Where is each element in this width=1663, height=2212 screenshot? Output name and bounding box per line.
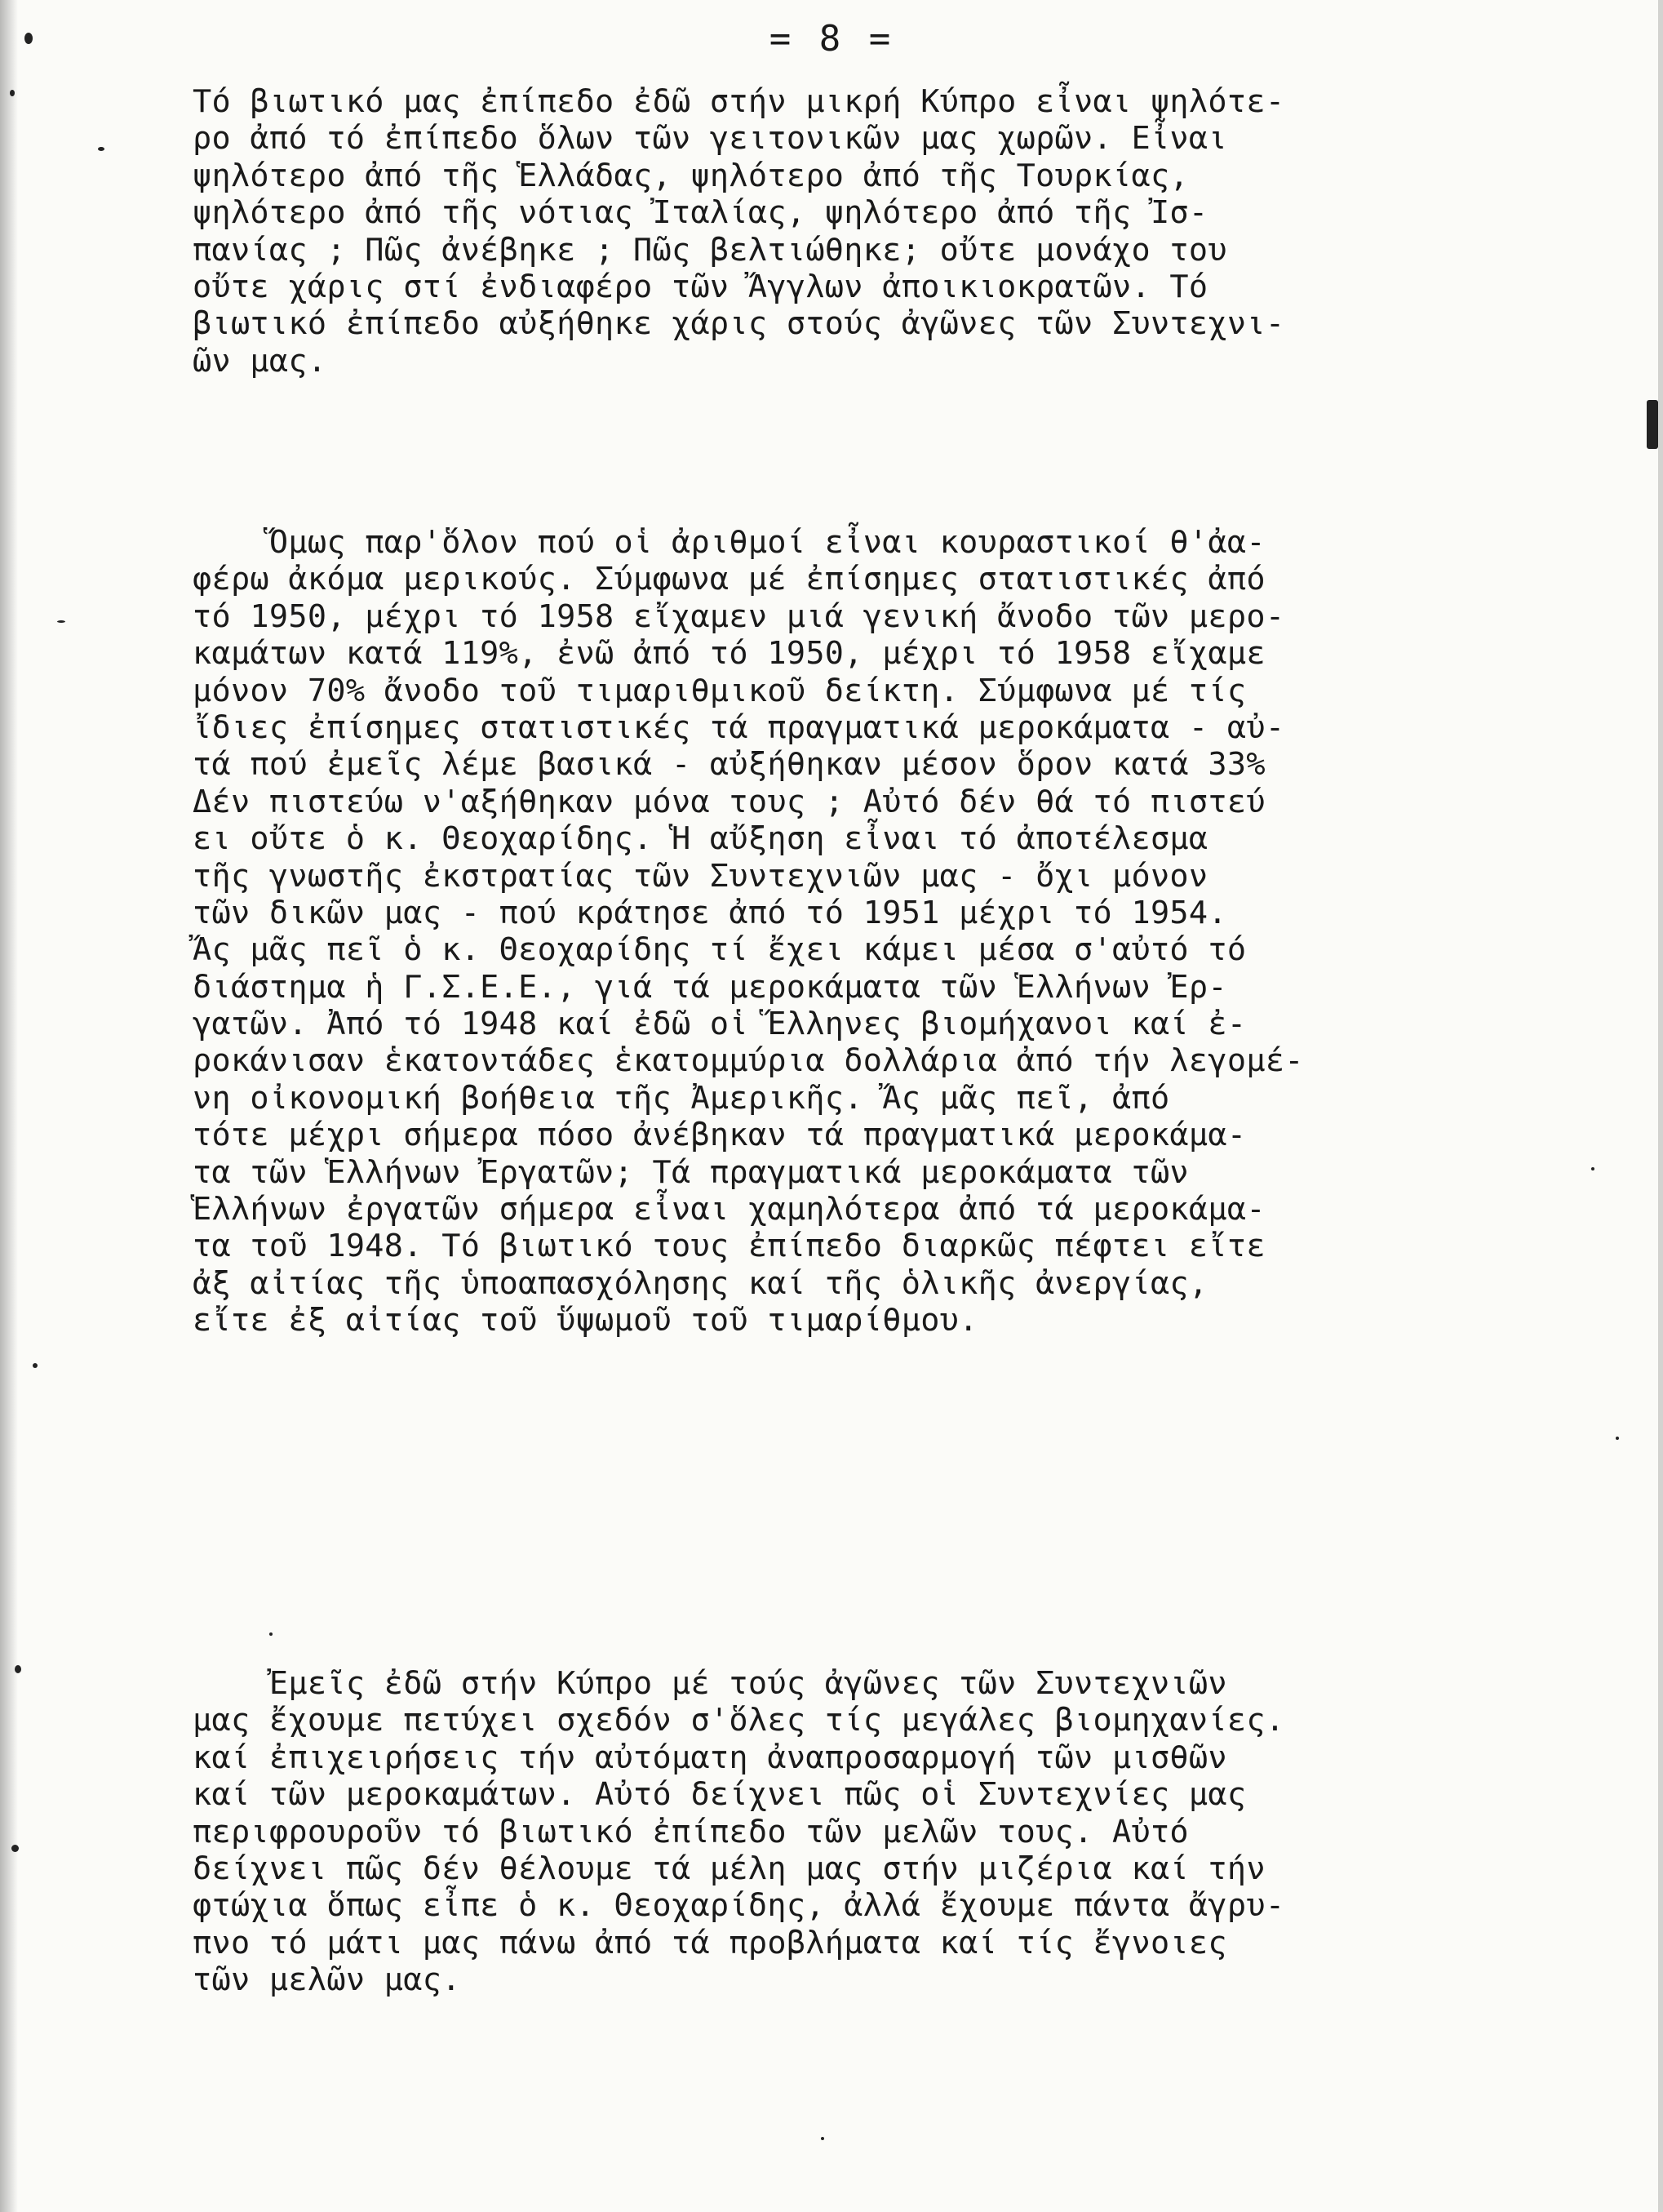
text-line: Ἐμεῖς ἐδῶ στήν Κύπρο μέ τούς ἀγῶνες τῶν Συντεχνιῶν bbox=[193, 1665, 1227, 1702]
text-line: τα τοῦ 1948. Τό βιωτικό τους ἐπίπεδο διαρκῶς πέφτει εἴτε bbox=[193, 1228, 1266, 1265]
scan-speck bbox=[33, 1363, 38, 1368]
text-line: τῆς γνωστῆς ἐκστρατίας τῶν Συντεχνιῶν μας - ὄχι μόνον bbox=[193, 857, 1208, 895]
text-line: ροκάνισαν ἑκατοντάδες ἑκατομμύρια δολλάρια ἀπό τήν λεγομέ- bbox=[193, 1042, 1304, 1080]
scan-speck bbox=[98, 147, 104, 151]
text-line: τότε μέχρι σήμερα πόσο ἀνέβηκαν τά πραγματικά μεροκάμα- bbox=[193, 1117, 1247, 1154]
scan-speck bbox=[11, 1845, 19, 1852]
scan-speck bbox=[1647, 400, 1658, 449]
text-line: περιφρουροῦν τό βιωτικό ἐπίπεδο τῶν μελῶν τους. Αὐτό bbox=[193, 1813, 1189, 1850]
text-line: ει οὔτε ὁ κ. Θεοχαρίδης. Ἡ αὔξηση εἶναι τό ἀποτέλεσμα bbox=[193, 820, 1208, 858]
text-line: ρο ἀπό τό ἐπίπεδο ὅλων τῶν γειτονικῶν μας χωρῶν. Εἶναι bbox=[193, 120, 1227, 158]
text-line: ψηλότερο ἀπό τῆς Ἑλλάδας, ψηλότερο ἀπό τῆς Τουρκίας, bbox=[193, 157, 1189, 194]
text-line: ἴδιες ἐπίσημες στατιστικές τά πραγματικά μεροκάματα - αὐ- bbox=[193, 708, 1285, 746]
text-line: τό 1950, μέχρι τό 1958 εἴχαμεν μιά γενική ἄνοδο τῶν μερο- bbox=[193, 597, 1285, 635]
text-line: φτώχια ὅπως εἶπε ὁ κ. Θεοχαρίδης, ἀλλά ἔχουμε πάντα ἄγρυ- bbox=[193, 1887, 1285, 1925]
text-line: νη οἰκονομική βοήθεια τῆς Ἀμερικῆς. Ἄς μᾶς πεῖ, ἀπό bbox=[193, 1079, 1170, 1117]
text-line: οὔτε χάρις στί ἐνδιαφέρο τῶν Ἄγγλων ἀποικιοκρατῶν. Τό bbox=[193, 268, 1208, 305]
text-line: εἴτε ἐξ αἰτίας τοῦ ὕψωμοῦ τοῦ τιμαρίθμου. bbox=[193, 1302, 978, 1339]
text-line: καί ἐπιχειρήσεις τήν αὐτόματη ἀναπροσαρμογή τῶν μισθῶν bbox=[193, 1739, 1227, 1776]
text-line: βιωτικό ἐπίπεδο αὐξήθηκε χάρις στούς ἀγῶνες τῶν Συντεχνι- bbox=[193, 305, 1285, 343]
text-line: μόνον 70% ἄνοδο τοῦ τιμαριθμικοῦ δείκτη. Σύμφωνα μέ τίς bbox=[193, 672, 1247, 709]
scan-speck bbox=[10, 90, 15, 96]
text-line: καμάτων κατά 119%, ἐνῶ ἀπό τό 1950, μέχρι τό 1958 εἴχαμε bbox=[193, 635, 1266, 673]
text-line: Τό βιωτικό μας ἐπίπεδο ἐδῶ στήν μικρή Κύπρο εἶναι ψηλότε- bbox=[193, 83, 1285, 120]
page-number: = 8 = bbox=[769, 18, 894, 60]
scan-speck bbox=[269, 1632, 273, 1636]
paragraph-1 bbox=[193, 83, 1629, 380]
scan-edge-shadow bbox=[0, 0, 18, 2212]
scan-speck bbox=[15, 1665, 21, 1673]
text-line: καί τῶν μεροκαμάτων. Αὐτό δείχνει πῶς οἱ Συντεχνίες μας bbox=[193, 1776, 1247, 1814]
text-line: ἀξ αἰτίας τῆς ὑποαπασχόλησης καί τῆς ὁλικῆς ἀνεργίας, bbox=[193, 1264, 1208, 1302]
scan-speck bbox=[57, 620, 65, 623]
text-line: μας ἔχουμε πετύχει σχεδόν σ'ὅλες τίς μεγάλες βιομηχανίες. bbox=[193, 1702, 1285, 1739]
text-line: δείχνει πῶς δέν θέλουμε τά μέλη μας στήν μιζέρια καί τήν bbox=[193, 1850, 1266, 1887]
scan-edge-right bbox=[1658, 0, 1663, 2212]
text-line: πανίας ; Πῶς ἀνέβηκε ; Πῶς βελτιώθηκε; οὔτε μονάχο του bbox=[193, 231, 1227, 269]
text-line: ῶν μας. bbox=[193, 342, 327, 380]
text-line: Ἄς μᾶς πεῖ ὁ κ. Θεοχαρίδης τί ἔχει κάμει μέσα σ'αὐτό τό bbox=[193, 931, 1247, 969]
text-line: πνο τό μάτι μας πάνω ἀπό τά προβλήματα καί τίς ἔγνοιες bbox=[193, 1924, 1227, 1961]
scan-speck bbox=[1616, 1437, 1619, 1440]
text-line: ψηλότερο ἀπό τῆς νότιας Ἰταλίας, ψηλότερο ἀπό τῆς Ἰσ- bbox=[193, 194, 1208, 232]
scan-speck bbox=[24, 33, 33, 44]
paragraph-2 bbox=[193, 524, 1629, 1339]
text-line: τα τῶν Ἑλλήνων Ἐργατῶν; Τά πραγματικά μεροκάματα τῶν bbox=[193, 1153, 1189, 1191]
text-line: Ὅμως παρ'ὅλον πού οἱ ἀριθμοί εἶναι κουραστικοί θ'ἀα- bbox=[193, 524, 1266, 561]
scan-speck bbox=[1591, 1167, 1594, 1170]
text-line: τῶν μελῶν μας. bbox=[193, 1961, 461, 1999]
text-line: Δέν πιστεύω ν'αξήθηκαν μόνα τους ; Αὐτό δέν θά τό πιστεύ bbox=[193, 783, 1266, 820]
paragraph-3 bbox=[193, 1665, 1629, 1999]
text-line: τῶν δικῶν μας - πού κράτησε ἀπό τό 1951 μέχρι τό 1954. bbox=[193, 894, 1227, 931]
text-line: διάστημα ἡ Γ.Σ.Ε.Ε., γιά τά μεροκάματα τῶν Ἑλλήνων Ἐρ- bbox=[193, 968, 1227, 1006]
scan-speck bbox=[821, 2137, 824, 2140]
text-line: τά πού ἐμεῖς λέμε βασικά - αὐξήθηκαν μέσον ὅρον κατά 33% bbox=[193, 746, 1266, 784]
text-line: γατῶν. Ἀπό τό 1948 καί ἐδῶ οἱ Ἕλληνες βιομήχανοι καί ἐ- bbox=[193, 1006, 1247, 1043]
text-line: Ἑλλήνων ἐργατῶν σήμερα εἶναι χαμηλότερα ἀπό τά μεροκάμα- bbox=[193, 1191, 1266, 1228]
text-line: φέρω ἀκόμα μερικούς. Σύμφωνα μέ ἐπίσημες στατιστικές ἀπό bbox=[193, 561, 1266, 598]
